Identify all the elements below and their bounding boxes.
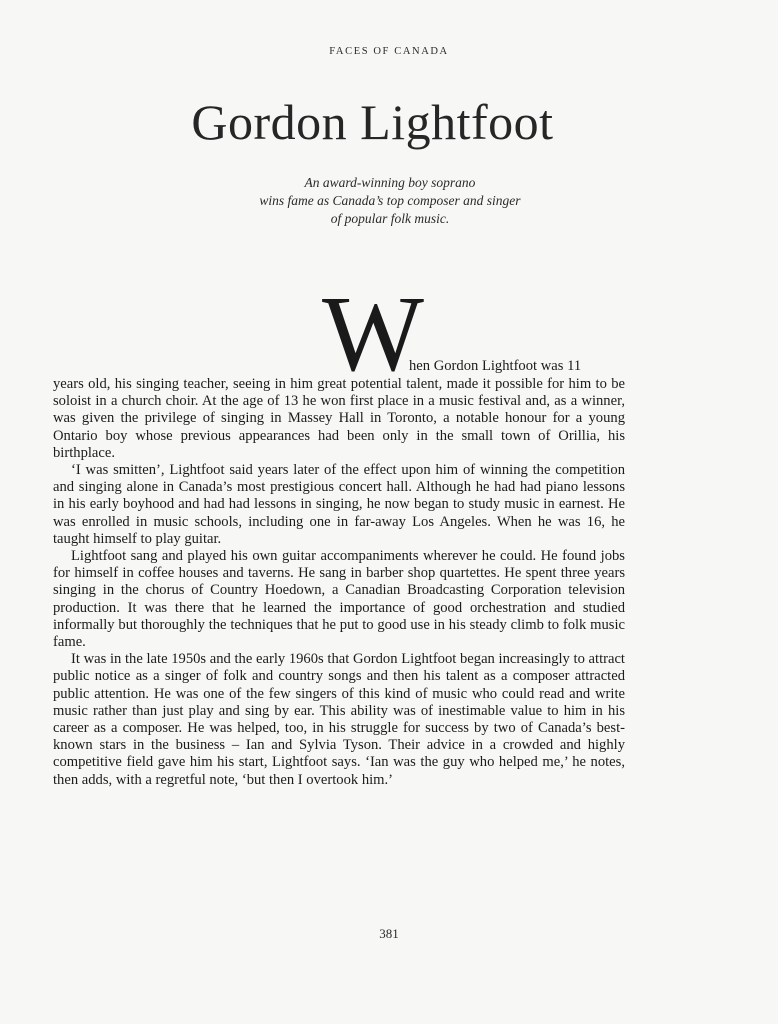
drop-cap: W [322, 275, 420, 394]
subtitle-line: of popular folk music. [330, 211, 450, 226]
subtitle [180, 174, 600, 228]
page-number: 381 [379, 926, 399, 941]
first-line: hen Gordon Lightfoot was 11 [409, 358, 582, 374]
subtitle-line: An award-winning boy soprano [304, 175, 476, 190]
running-head: FACES OF CANADA [329, 46, 449, 57]
paragraph: ‘I was smitten’, Lightfoot said years later of the effect upon him of winning the competition and singing alone in Canada’s most prestigious concert hall. Although he had had piano lessons in his early boyhood and had had lessons in singing, he now began to study music in earnest. He was enrolled in music schools, including one in far-away Los Angeles. When he was 16, he taught himself to play guitar. [53, 462, 625, 547]
paragraph: It was in the late 1950s and the early 1960s that Gordon Lightfoot began increasingly to attract public notice as a singer of folk and country songs and then his talent as a composer attracted public attention. He was one of the few singers of this kind of music who could read and write music rather than just play and sing by ear. This ability was of inestimable value to him in his career as a composer. He was helped, too, in his struggle for success by two of Canada’s best-known stars in the business – Ian and Sylvia Tyson. Their advice in a crowded and highly competitive field gave him his start, Lightfoot says. ‘Ian was the guy who helped me,’ he notes, then adds, with a regretful note, ‘but then I overtook him.’ [53, 651, 625, 788]
paragraph: years old, his singing teacher, seeing in him great potential talent, made it possible for him to be soloist in a church choir. At the age of 13 he won first place in a music festival and, as a winner, was given the privilege of singing in Massey Hall in Toronto, a notable honour for a young Ontario boy whose previous appearances had been only in the small town of Orillia, his birthplace. [53, 376, 625, 461]
paragraph: Lightfoot sang and played his own guitar accompaniments wherever he could. He found jobs for himself in coffee houses and taverns. He sang in barber shop quartettes. He spent three years singing in the chorus of Country Hoedown, a Canadian Broadcasting Corporation television production. It was there that he learned the importance of good orchestration and studied informally but thoroughly the techniques that he put to good use in his steady climb to folk music fame. [53, 548, 625, 651]
article-body [53, 376, 625, 789]
page-title: Gordon Lightfoot [191, 94, 554, 150]
subtitle-line: wins fame as Canada’s top composer and singer [259, 193, 521, 208]
